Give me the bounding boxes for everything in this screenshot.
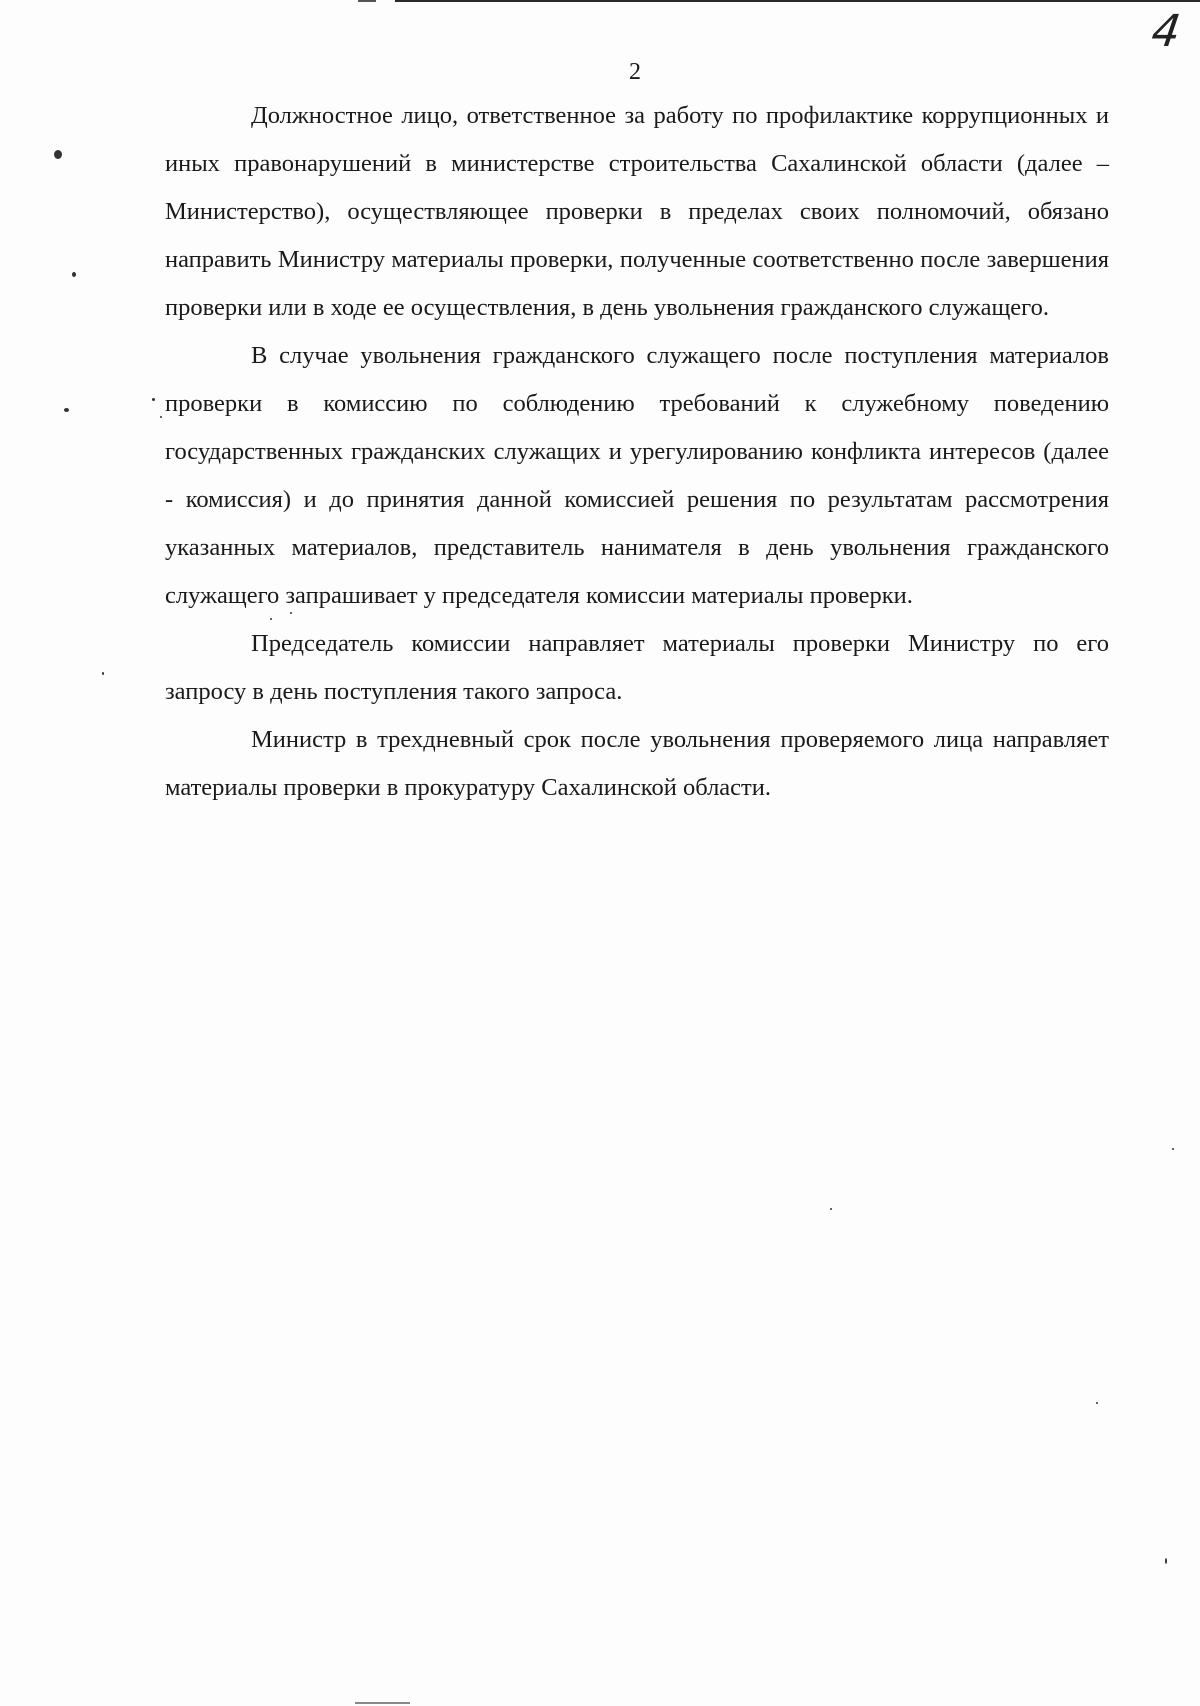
- scan-speck: [270, 618, 272, 620]
- page-number: 2: [629, 59, 641, 85]
- scan-bottom-edge-mark: [355, 1702, 410, 1704]
- paragraph: В случае увольнения гражданского служащего после поступления материалов проверки в комиссию по соблюдению требований к служебному поведению государственных гражданских служащих и урегулированию конфликта интересов (далее - комиссия) и до принятия данной комиссией решения по результатам рассмотрения указанных материалов, представитель нанимателя в день увольнения гражданского служащего запрашивает у председателя комиссии материалы проверки.: [165, 342, 1109, 609]
- scan-top-edge-mark: [358, 0, 376, 2]
- scan-speck: [1096, 1402, 1098, 1404]
- scan-speck: [102, 672, 104, 675]
- scan-speck: [1165, 1558, 1167, 1564]
- scan-speck: [1172, 1148, 1174, 1150]
- scan-speck: [152, 398, 155, 401]
- scan-speck: [830, 1208, 832, 1210]
- scan-speck: [54, 150, 62, 159]
- scan-speck: [72, 272, 76, 277]
- scan-speck: [64, 408, 69, 412]
- document-body: [165, 92, 1109, 812]
- paragraph: Министр в трехдневный срок после увольнения проверяемого лица направляет материалы проверки в прокуратуру Сахалинской области.: [165, 726, 1109, 801]
- paragraph: Председатель комиссии направляет материалы проверки Министру по его запросу в день поступления такого запроса.: [165, 630, 1109, 705]
- scan-top-edge-line: [395, 0, 1200, 2]
- handwritten-sheet-number: 4: [1148, 6, 1184, 57]
- paragraph: Должностное лицо, ответственное за работу по профилактике коррупционных и иных правонарушений в министерстве строительства Сахалинской области (далее – Министерство), осуществляющее проверки в пределах своих полномочий, обязано направить Министру материалы проверки, полученные соответственно после завершения проверки или в ходе ее осуществления, в день увольнения гражданского служащего.: [165, 102, 1109, 321]
- scan-speck: [160, 416, 162, 418]
- scan-speck: [290, 612, 292, 614]
